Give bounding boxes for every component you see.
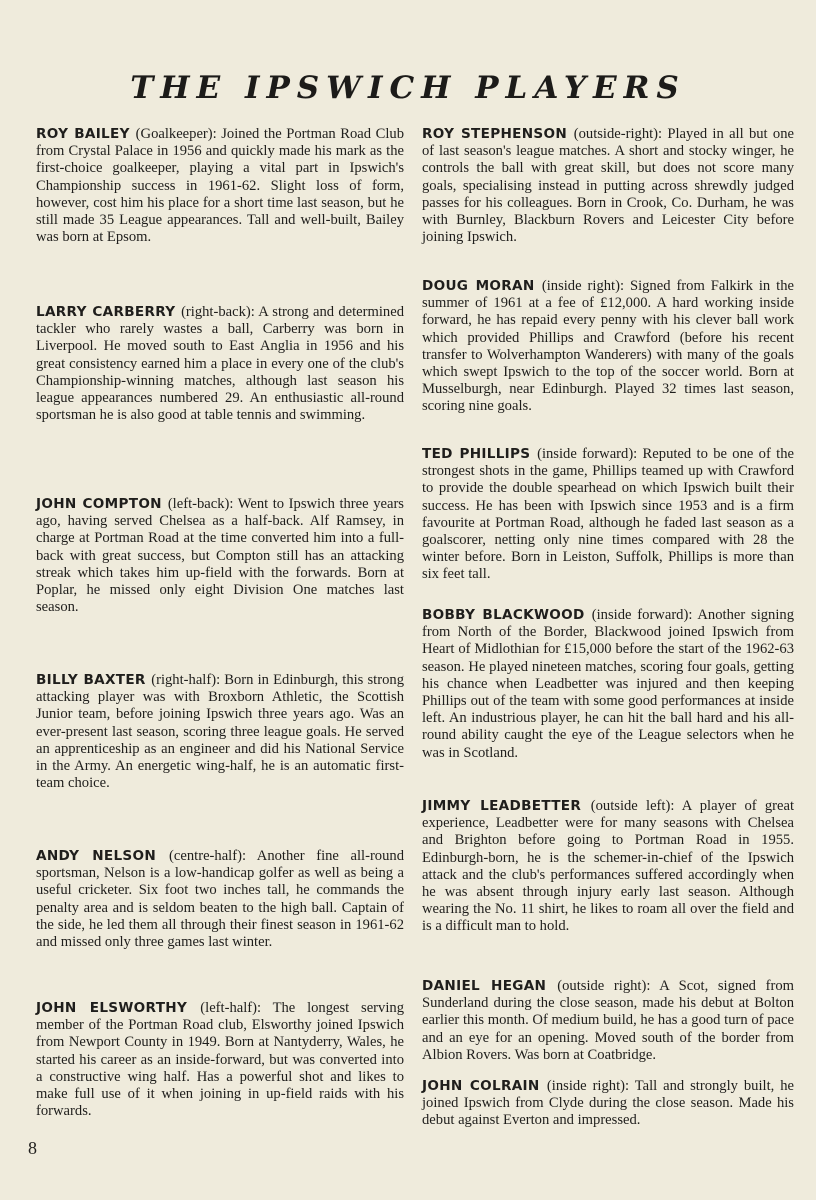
player-name: JIMMY LEADBETTER [422,798,591,814]
player-entry-daniel-hegan [422,978,794,1064]
player-name: JOHN ELSWORTHY [36,1000,201,1016]
player-description: (inside forward): Another signing from North of the Border, Blackwood joined Ipswich from Heart of Midlothian for £15,000 before the start of the 1962-63 season. He played nineteen matches, scoring four goals, getting his chance when Leadbetter was injured and then keeping Phillips out of the team with some good performances at inside left. An industrious player, he can hit the ball hard and his all-round ability caught the eye of the League selectors when he was in Scotland. [422,607,794,761]
player-entry-andy-nelson [36,848,404,951]
player-description: (left-back): Went to Ipswich three years ago, having served Chelsea as a half-back. Alf Ramsey, in charge at Portman Road at the time converted him into a full-back with great success, but Compton still has an attacking streak which takes him up-field with the forwards. Born at Poplar, he missed only eight Division One matches last season. [36,496,404,616]
player-description: (inside forward): Reputed to be one of the strongest shots in the game, Phillips teamed up with Crawford to provide the double spearhead on which Ipswich built their success. He has been with Ipswich since 1953 and is a firm favourite at Portman Road, although he faded last season as a goalscorer, netting only nine times compared with 28 the winter before. Born in Leiston, Suffolk, Phillips is more than six feet tall. [422,446,794,583]
player-description: (inside right): Signed from Falkirk in the summer of 1961 at a fee of £12,000. A hard working inside forward, he has repaid every penny with his clever ball work which provided Phillips and Crawford (before his recent transfer to Wolverhampton Wanderers) with many of the goals which swept Ipswich to the top of the soccer world. Born at Musselburgh, near Edinburgh. Played 32 times last season, scoring nine goals. [422,278,794,415]
player-name: BILLY BAXTER [36,672,152,688]
player-description: (Goalkeeper): Joined the Portman Road Club from Crystal Palace in 1956 and quickly made his mark as the first-choice goalkeeper, playing a vital part in Ipswich's Championship success in 1961-62. Slight loss of form, however, cost him his place for a short time last season, but he still made 35 League appearances. Tall and well-built, Bailey was born at Epsom. [36,126,404,246]
player-description: (outside left): A player of great experience, Leadbetter were for many seasons with Chelsea and Brighton before going to Portman Road in 1955. Edinburgh-born, he is the schemer-in-chief of the Ipswich attack and the club's performances suffered accordingly when he was absent through injury early last season. Although wearing the No. 11 shirt, he likes to roam all over the field and is a difficult man to hold. [422,798,795,935]
player-entry-jimmy-leadbetter [422,798,794,936]
player-entry-john-elsworthy [36,1000,404,1120]
player-entry-roy-bailey [36,126,404,246]
player-description: (centre-half): Another fine all-round sportsman, Nelson is a low-handicap golfer as well as being a useful cricketer. Six foot two inches tall, he commands the penalty area and is seldom beaten to the high ball. Captain of the side, he led them all through their finest season in 1961-62 and missed only three games last winter. [36,848,404,951]
player-name: BOBBY BLACKWOOD [422,607,592,623]
page-number: 8 [28,1138,37,1158]
player-entry-billy-baxter [36,672,404,792]
player-description: (outside-right): Played in all but one of last season's league matches. A short and stocky winger, he controls the ball with great skill, but does not score many goals, specialising instead in putting across shrewdly judged passes for his colleagues. Born in Crook, Co. Durham, he was with Burnley, Blackburn Rovers and Leicester City before joining Ipswich. [422,126,794,246]
player-description: (left-half): The longest serving member of the Portman Road club, Elsworthy joined Ipswich from Newport County in 1949. Born at Nantyderry, Wales, he started his career as an inside-forward, but was converted into a constructive wing half. Has a powerful shot and likes to make full use of it when joining in up-field raids with his forwards. [36,1000,404,1120]
player-name: ANDY NELSON [36,848,170,864]
player-entry-roy-stephenson [422,126,794,246]
player-name: JOHN COLRAIN [422,1078,547,1094]
page-title: THE IPSWICH PLAYERS [130,70,686,106]
player-description: (right-half): Born in Edinburgh, this strong attacking player was with Broxborn Athletic, the Scottish Junior team, before joining Ipswich three years ago. Was an ever-present last season, scoring three league goals. He served an apprenticeship as an engineer and did his National Service in the Army. An energetic wing-half, he is an automatic first-team choice. [36,672,404,792]
player-description: (right-back): A strong and determined tackler who rarely wastes a ball, Carberry was born in Liverpool. He moved south to East Anglia in 1956 and his great consistency earned him a place in every one of the club's Championship-winning matches, although last season his league appearances numbered 29. An enthusiastic all-round sportsman he is also good at table tennis and swimming. [36,304,404,424]
player-entry-larry-carberry [36,304,404,424]
player-entry-doug-moran [422,278,794,416]
player-name: ROY BAILEY [36,126,136,142]
player-description: (inside right): Tall and strongly built, he joined Ipswich from Clyde during the close season. Made his debut against Everton and impressed. [422,1078,794,1129]
player-entry-john-compton [36,496,404,616]
player-entry-ted-phillips [422,446,794,584]
player-name: LARRY CARBERRY [36,304,182,320]
player-name: ROY STEPHENSON [422,126,574,142]
player-name: DOUG MORAN [422,278,542,294]
player-entry-john-colrain [422,1078,794,1130]
player-name: TED PHILLIPS [422,446,538,462]
player-name: JOHN COMPTON [36,496,168,512]
player-name: DANIEL HEGAN [422,978,558,994]
player-description: (outside right): A Scot, signed from Sunderland during the close season, made his debut at Bolton earlier this month. Of medium build, he has a good turn of pace and an eye for an opening. Moved south of the border from Albion Rovers. Was born at Coatbridge. [422,978,794,1063]
player-entry-bobby-blackwood [422,607,794,762]
